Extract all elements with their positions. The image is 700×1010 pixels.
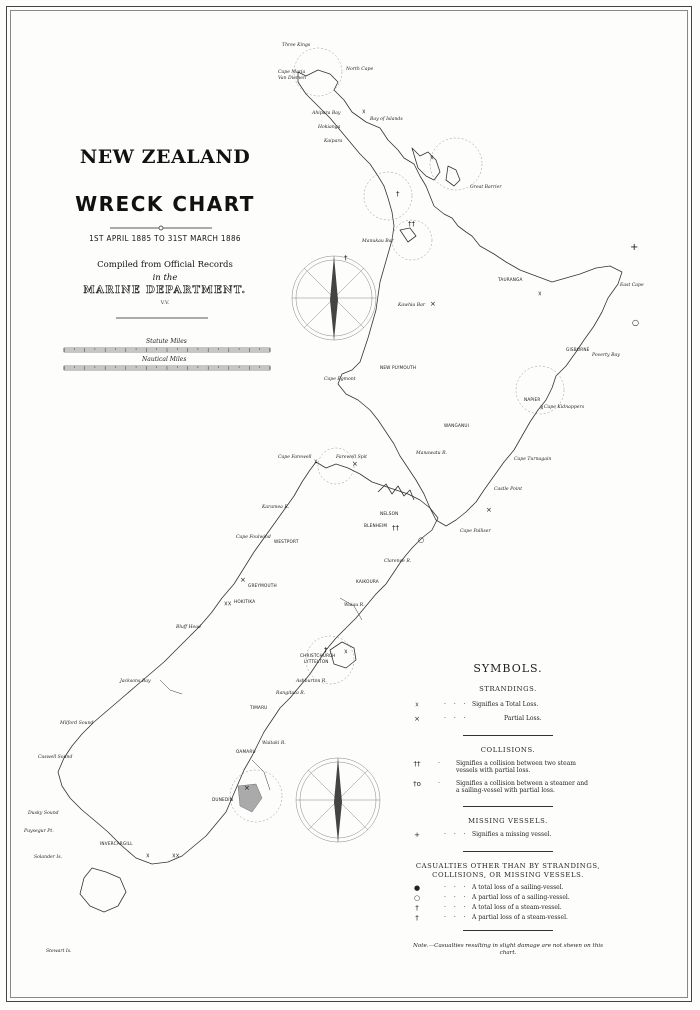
legend-strandings: STRANDINGS. bbox=[479, 685, 537, 693]
label-east-cape: East Cape bbox=[620, 283, 644, 288]
label-hokianga: Hokianga bbox=[318, 125, 341, 130]
label-waiau: Waiau R. bbox=[344, 603, 365, 608]
label-cape-farewell: Cape Farewell bbox=[278, 455, 312, 460]
marlborough-sounds bbox=[378, 484, 414, 500]
legend-sail-partial: A partial loss of a sailing-vessel. bbox=[472, 894, 570, 901]
label-caswell-sound: Caswell Sound bbox=[38, 755, 73, 760]
label-oamaru: OAMARU bbox=[236, 749, 256, 754]
river-west-coast bbox=[160, 680, 182, 694]
label-lyttelton: LYTTELTON bbox=[304, 659, 329, 664]
label-kaipara: Kaipara bbox=[324, 139, 343, 144]
missing-vessel-mark-east: + bbox=[630, 242, 639, 253]
label-kaikoura: KAIKOURA bbox=[356, 579, 379, 584]
label-manukau-bar: Manukau Bar bbox=[362, 239, 394, 244]
sailing-partial-loss-icon: ○ bbox=[413, 894, 421, 902]
label-puysegur: Puysegur Pt. bbox=[24, 829, 54, 834]
label-kawhia-bar: Kawhia Bar bbox=[398, 303, 426, 308]
partial-loss-mark: × bbox=[486, 506, 492, 514]
legend-title: SYMBOLS. bbox=[473, 662, 543, 675]
label-bay-of-islands: Bay of Islands bbox=[370, 117, 403, 122]
scale-statute-label: Statute Miles bbox=[146, 338, 187, 345]
great-barrier-island bbox=[446, 166, 460, 186]
label-blenheim: BLENHEIM bbox=[364, 523, 388, 528]
compass-rose-south bbox=[296, 758, 380, 842]
legend-row-steam-partial: † · · · A partial loss of a steam-vessel. bbox=[408, 914, 608, 924]
legend-row-total-loss: ☓ · · · Signifies a Total Loss. bbox=[408, 701, 608, 715]
scale-nautical-label: Nautical Miles bbox=[142, 356, 187, 363]
partial-loss-mark: × bbox=[430, 300, 436, 308]
label-cape-turnagain: Cape Turnagain bbox=[514, 457, 552, 462]
partial-loss-mark: × bbox=[240, 576, 246, 584]
sailing-partial-loss-mark: ○ bbox=[418, 536, 425, 544]
steam-loss-mark: † bbox=[344, 254, 348, 262]
label-dunedin: DUNEDIN bbox=[212, 797, 234, 802]
legend-collisions: COLLISIONS. bbox=[480, 746, 536, 754]
stewart-island-coast bbox=[80, 868, 126, 912]
steam-partial-loss-icon: † bbox=[415, 914, 419, 922]
label-tauranga: TAURANGA bbox=[498, 277, 523, 282]
total-loss-mark: ☓ bbox=[430, 154, 434, 162]
legend-total-loss: Signifies a Total Loss. bbox=[472, 701, 539, 708]
label-cape-palliser: Cape Palliser bbox=[460, 529, 491, 534]
legend-collision-steam: Signifies a collision between two steam vessels with partial loss. bbox=[456, 760, 576, 774]
river-waiau bbox=[340, 598, 362, 620]
title-block bbox=[60, 146, 270, 306]
label-wanganui: WANGANUI bbox=[444, 423, 470, 428]
label-north-cape: North Cape bbox=[346, 67, 374, 72]
symbols-legend bbox=[408, 662, 608, 957]
legend-missing-text: Signifies a missing vessel. bbox=[472, 831, 552, 838]
legend-steam-partial: A partial loss of a steam-vessel. bbox=[472, 914, 568, 921]
label-karamea: Karamea R. bbox=[262, 505, 290, 510]
label-jacksons-bay: Jacksons Bay bbox=[120, 679, 151, 684]
title-wreck-chart: WRECK CHART bbox=[75, 192, 255, 216]
total-loss-mark: ☓ bbox=[538, 290, 542, 298]
label-stewart-island: Stewart Is. bbox=[46, 949, 72, 954]
partial-loss-icon: × bbox=[414, 715, 420, 723]
label-rangitata: Rangitata R. bbox=[276, 691, 306, 696]
total-loss-mark: ☓ bbox=[362, 108, 366, 116]
label-clarence: Clarence R. bbox=[384, 559, 412, 564]
label-cape-egmont: Cape Egmont bbox=[324, 377, 356, 382]
hatched-area-dunedin bbox=[238, 784, 262, 812]
label-napier: NAPIER bbox=[524, 397, 541, 402]
compass-rose-north bbox=[292, 256, 376, 340]
title-marine-department: MARINE DEPARTMENT. bbox=[83, 285, 247, 296]
collision-steam-icon: †† bbox=[413, 760, 421, 768]
label-three-kings: Three Kings bbox=[282, 43, 311, 48]
sailing-partial-loss-mark-east: ○ bbox=[632, 318, 639, 327]
total-loss-mark: ☓☓ bbox=[224, 600, 232, 608]
label-great-barrier: Great Barrier bbox=[470, 185, 502, 190]
label-cape-foulwind: Cape Foulwind bbox=[236, 535, 271, 540]
total-loss-icon: ☓ bbox=[415, 701, 419, 709]
title-compiled bbox=[60, 259, 270, 285]
total-loss-mark: ☓ bbox=[540, 404, 544, 412]
legend-sail-total: A total loss of a sailing-vessel. bbox=[472, 884, 564, 891]
label-van-diemen: Van Diemen bbox=[278, 76, 306, 81]
label-hokitika: HOKITIKA bbox=[234, 599, 256, 604]
total-loss-mark: ☓ bbox=[146, 852, 150, 860]
waikato-coast-detail bbox=[400, 228, 416, 242]
label-milford-sound: Milford Sound bbox=[60, 721, 94, 726]
legend-missing: MISSING VESSELS. bbox=[468, 817, 548, 825]
collision-mixed-icon: †o bbox=[413, 780, 421, 788]
label-waitaki: Waitaki R. bbox=[262, 741, 286, 746]
steam-total-loss-icon: † bbox=[415, 904, 419, 912]
label-castle-point: Castle Point bbox=[494, 487, 523, 492]
legend-row-collision-steam: †† · Signifies a collision between two steam vessels with partial loss. bbox=[408, 760, 608, 780]
total-loss-mark: ☓☓ bbox=[172, 852, 180, 860]
total-loss-mark: ☓ bbox=[344, 648, 348, 656]
sailing-total-loss-icon: ● bbox=[413, 884, 421, 892]
label-timaru: TIMARU bbox=[250, 705, 268, 710]
label-greymouth: GREYMOUTH bbox=[248, 583, 277, 588]
label-westport: WESTPORT bbox=[274, 539, 299, 544]
label-nelson: NELSON bbox=[380, 511, 399, 516]
legend-row-sail-partial: ○ · · · A partial loss of a sailing-vessel. bbox=[408, 894, 608, 904]
partial-loss-mark: × bbox=[352, 460, 358, 468]
title-dates: 1ST APRIL 1885 TO 31ST MARCH 1886 bbox=[89, 234, 241, 243]
legend-steam-total: A total loss of a steam-vessel. bbox=[472, 904, 562, 911]
legend-note: Note.—Casualties resulting in slight damage are not shewn on this chart. bbox=[412, 943, 603, 956]
partial-loss-mark: × bbox=[244, 784, 250, 792]
steam-loss-mark: † bbox=[396, 190, 400, 198]
collision-steam-mark: †† bbox=[392, 524, 399, 532]
label-gisborne: GISBORNE bbox=[566, 347, 590, 352]
label-invercargill: INVERCARGILL bbox=[100, 841, 133, 846]
label-cape-maria: Cape Maria bbox=[278, 70, 306, 75]
legend-row-sail-total: ● · · · A total loss of a sailing-vessel. bbox=[408, 884, 608, 894]
label-solander: Solander Is. bbox=[34, 855, 63, 860]
label-cape-kidnappers: Cape Kidnappers bbox=[544, 405, 585, 410]
steam-loss-mark: † bbox=[324, 646, 328, 654]
label-farewell-spit: Farewell Spit bbox=[336, 455, 367, 460]
label-christchurch: CHRISTCHURCH bbox=[300, 653, 336, 658]
label-bluff-head: Bluff Head bbox=[176, 625, 201, 630]
compiled-line-2: in the bbox=[152, 273, 178, 283]
legend-collision-mixed: Signifies a collision between a steamer and a sailing-vessel with partial loss. bbox=[456, 780, 588, 794]
range-circle-hauraki bbox=[430, 138, 482, 190]
legend-partial-loss: Partial Loss. bbox=[504, 715, 542, 722]
total-loss-mark: ☓ bbox=[314, 458, 318, 466]
title-new-zealand: NEW ZEALAND bbox=[79, 146, 251, 168]
compiled-line-1: Compiled from Official Records bbox=[97, 260, 233, 270]
hauraki-gulf-island bbox=[412, 148, 440, 180]
label-manawatu: Manawatu R. bbox=[416, 451, 447, 456]
label-ahipara-bay: Ahipara Bay bbox=[312, 111, 341, 116]
label-poverty-bay: Poverty Bay bbox=[592, 353, 620, 358]
legend-other: CASUALTIES OTHER THAN BY STRANDINGS, COLLISIONS, OR MISSING VESSELS. bbox=[415, 862, 601, 879]
range-circle-kaipara bbox=[364, 172, 412, 220]
legend-row-partial-loss: × · · · Partial Loss. bbox=[408, 715, 608, 729]
label-new-plymouth: NEW PLYMOUTH bbox=[380, 365, 417, 370]
label-dusky-sound: Dusky Sound bbox=[28, 811, 59, 816]
title-signature: V.V. bbox=[160, 300, 170, 306]
label-ashburton: Ashburton R. bbox=[296, 679, 327, 684]
legend-row-missing: + · · · Signifies a missing vessel. bbox=[408, 831, 608, 845]
legend-row-steam-total: † · · · A total loss of a steam-vessel. bbox=[408, 904, 608, 914]
legend-row-collision-mixed: †o · Signifies a collision between a steamer and a sailing-vessel with partial loss. bbox=[408, 780, 608, 800]
missing-vessel-icon: + bbox=[414, 831, 420, 839]
collision-steam-mark: †† bbox=[408, 220, 415, 228]
